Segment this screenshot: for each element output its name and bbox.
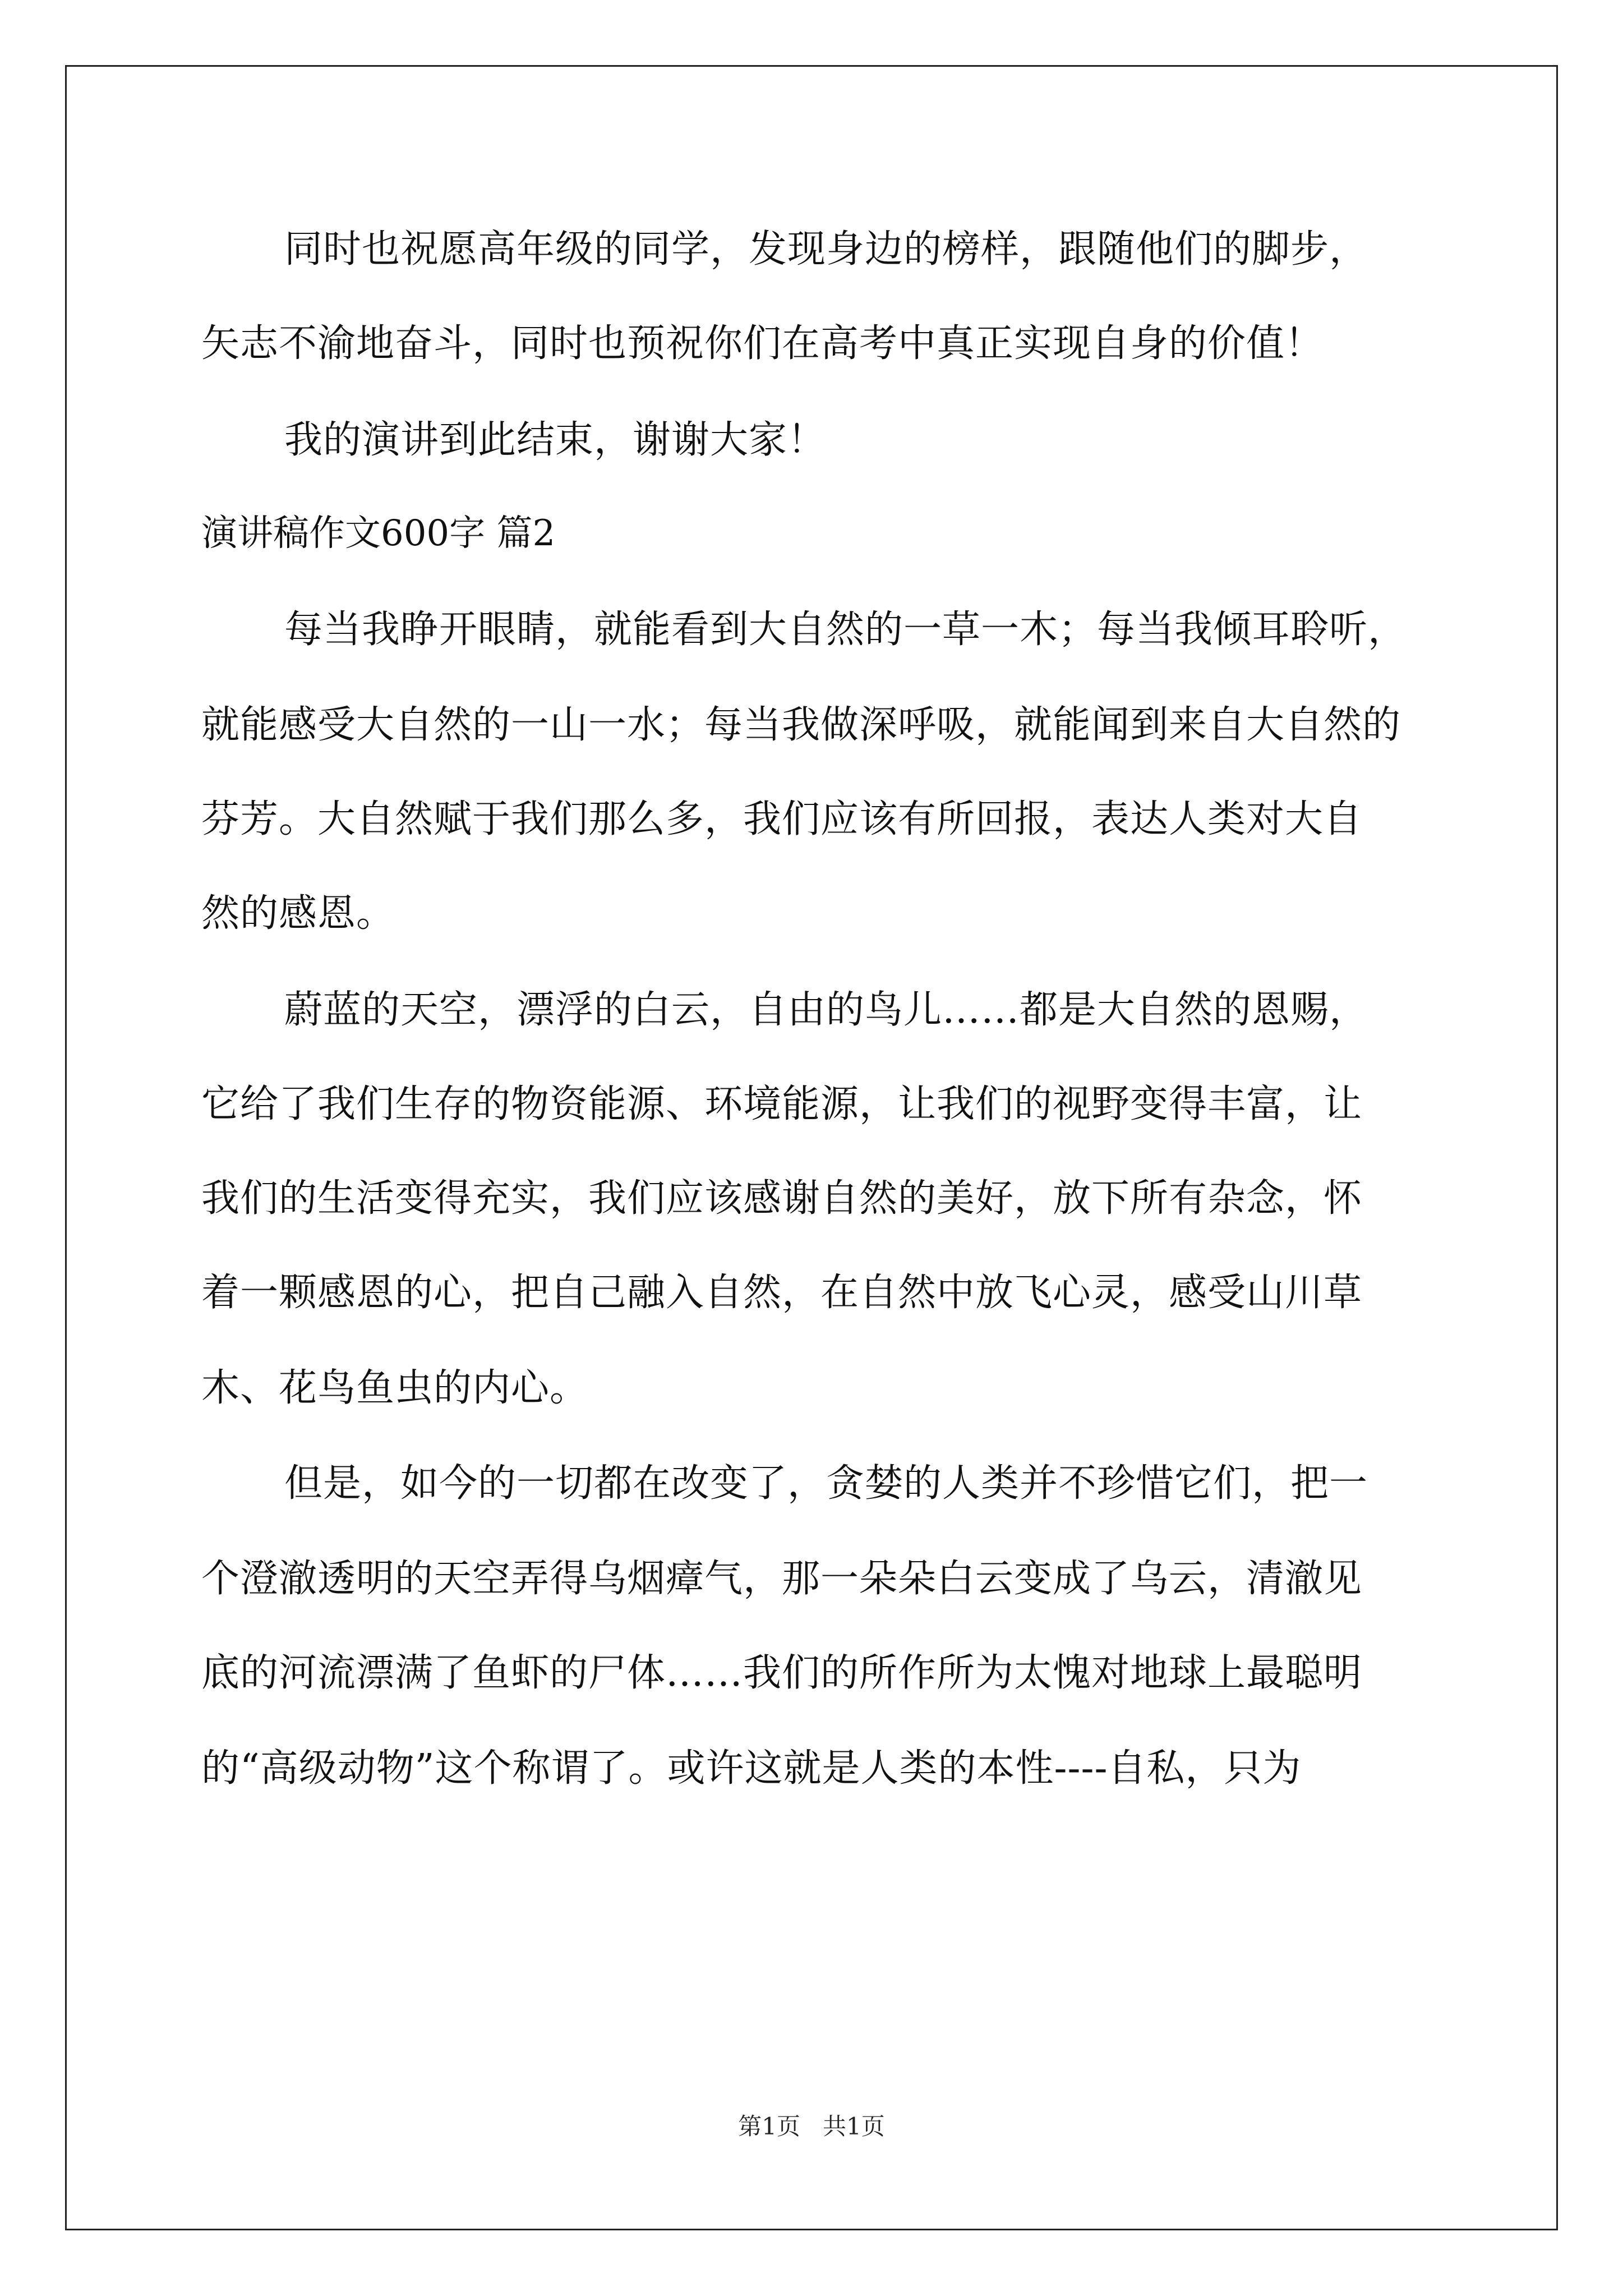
paragraph-line: 的“高级动物”这个称谓了。或许这就是人类的本性----自私，只为 [201, 1746, 1302, 1791]
paragraph-line: 它给了我们生存的物资能源、环境能源，让我们的视野变得丰富，让 [201, 1082, 1363, 1126]
paragraph-line: 每当我睁开眼睛，就能看到大自然的一草一木；每当我倾耳聆听， [284, 608, 1407, 652]
page-border [65, 65, 1558, 2230]
page-footer [0, 2111, 1623, 2142]
paragraph-line: 同时也祝愿高年级的同学，发现身边的榜样，跟随他们的脚步， [284, 227, 1368, 272]
paragraph-line: 底的河流漂满了鱼虾的尸体……我们的所作所为太愧对地球上最聪明 [201, 1651, 1363, 1695]
paragraph-line: 矢志不渝地奋斗，同时也预祝你们在高考中真正实现自身的价值！ [201, 321, 1324, 366]
paragraph-line: 我的演讲到此结束，谢谢大家！ [284, 418, 827, 462]
paragraph-line: 蔚蓝的天空，漂浮的白云，自由的鸟儿……都是大自然的恩赐， [284, 988, 1368, 1032]
paragraph-line: 木、花鸟鱼虫的内心。 [201, 1366, 589, 1410]
page-number: 第1页 [738, 2113, 800, 2140]
paragraph-line: 个澄澈透明的天空弄得乌烟瘴气，那一朵朵白云变成了乌云，清澈见 [201, 1557, 1363, 1601]
paragraph-line: 着一颗感恩的心，把自己融入自然，在自然中放飞心灵，感受山川草 [201, 1271, 1363, 1315]
paragraph-line: 但是，如今的一切都在改变了，贪婪的人类并不珍惜它们，把一 [284, 1461, 1368, 1506]
page-total: 共1页 [823, 2113, 885, 2140]
section-heading: 演讲稿作文600字 篇2 [201, 513, 556, 554]
paragraph-line: 然的感恩。 [201, 891, 395, 936]
paragraph-line: 芬芳。大自然赋于我们那么多，我们应该有所回报，表达人类对大自 [201, 797, 1363, 841]
paragraph-line: 就能感受大自然的一山一水；每当我做深呼吸，就能闻到来自大自然的 [201, 703, 1401, 747]
paragraph-line: 我们的生活变得充实，我们应该感谢自然的美好，放下所有杂念，怀 [201, 1176, 1363, 1221]
